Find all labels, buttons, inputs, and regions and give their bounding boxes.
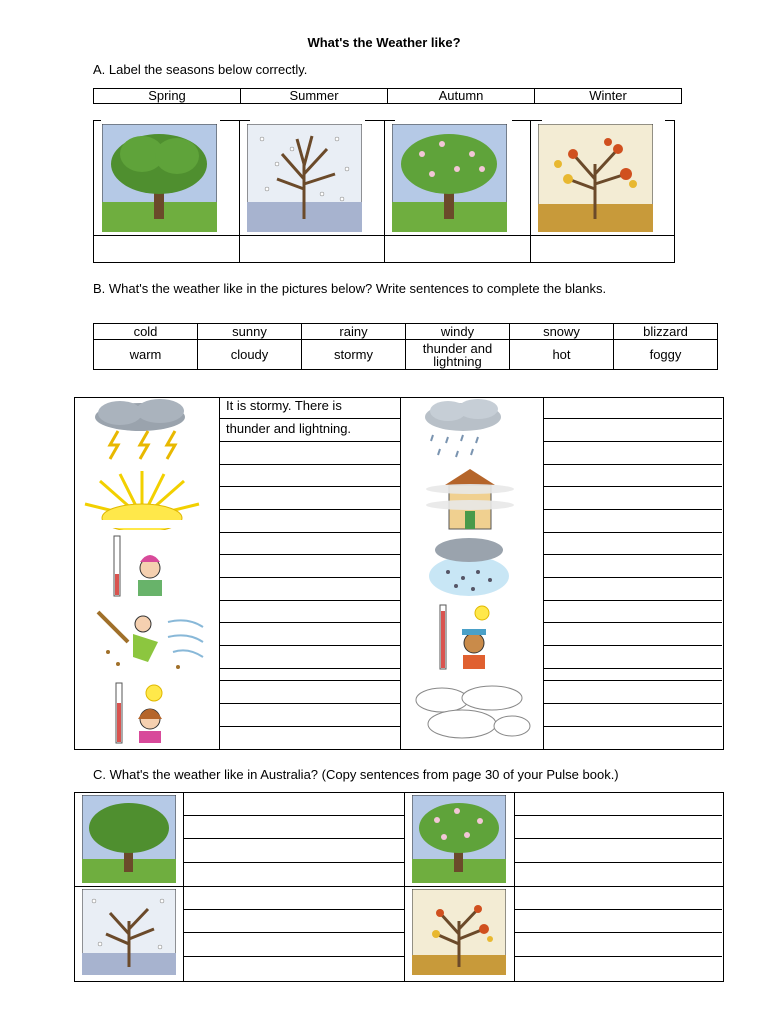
rain-cloud-icon: [418, 399, 508, 463]
storm-cloud-icon: [80, 399, 210, 463]
section-c-instruction: C. What's the weather like in Australia? (Copy sentences from page 30 of your Pulse book.): [93, 767, 619, 782]
season-word: Winter: [535, 89, 682, 104]
weather-word: blizzard: [614, 324, 718, 340]
answer-lines-left[interactable]: [219, 397, 400, 749]
weather-word: windy: [406, 324, 510, 340]
weather-word: cold: [94, 324, 198, 340]
warm-woman-icon: [112, 681, 172, 745]
weather-word: hot: [510, 340, 614, 370]
autumn-tree-icon: [412, 889, 506, 975]
winter-tree-icon: [82, 889, 176, 975]
autumn-tree-icon: [538, 124, 653, 232]
weather-word: sunny: [198, 324, 302, 340]
winter-tree-icon: [247, 124, 362, 232]
weather-word: warm: [94, 340, 198, 370]
hot-man-icon: [438, 603, 498, 671]
summer-tree-icon: [82, 795, 176, 883]
sun-icon: [80, 466, 205, 530]
windy-girl-icon: [88, 602, 208, 676]
snow-cloud-icon: [428, 534, 510, 598]
foggy-house-icon: [425, 465, 515, 531]
weather-word: foggy: [614, 340, 718, 370]
summer-tree-icon: [102, 124, 217, 232]
weather-word: stormy: [302, 340, 406, 370]
australia-lines-right[interactable]: [514, 792, 722, 980]
weather-word: snowy: [510, 324, 614, 340]
example-answer-line-2: thunder and lightning.: [226, 421, 352, 436]
season-word: Spring: [94, 89, 241, 104]
australia-lines-left[interactable]: [183, 792, 404, 980]
season-word-bank: [93, 88, 682, 104]
weather-word: thunder and lightning: [406, 340, 510, 370]
example-answer-line-1: It is stormy. There is: [226, 398, 342, 413]
section-a-instruction: A. Label the seasons below correctly.: [93, 62, 308, 77]
spring-tree-icon: [412, 795, 506, 883]
season-word: Autumn: [388, 89, 535, 104]
clouds-icon: [412, 680, 532, 746]
weather-word: rainy: [302, 324, 406, 340]
season-word: Summer: [241, 89, 388, 104]
cold-girl-icon: [110, 534, 170, 598]
weather-word-bank: [93, 323, 718, 370]
answer-lines-right[interactable]: [543, 397, 722, 749]
page-title: What's the Weather like?: [307, 35, 461, 50]
section-b-instruction: B. What's the weather like in the pictures below? Write sentences to complete the blanks.: [93, 281, 607, 296]
spring-tree-icon: [392, 124, 507, 232]
weather-word: cloudy: [198, 340, 302, 370]
